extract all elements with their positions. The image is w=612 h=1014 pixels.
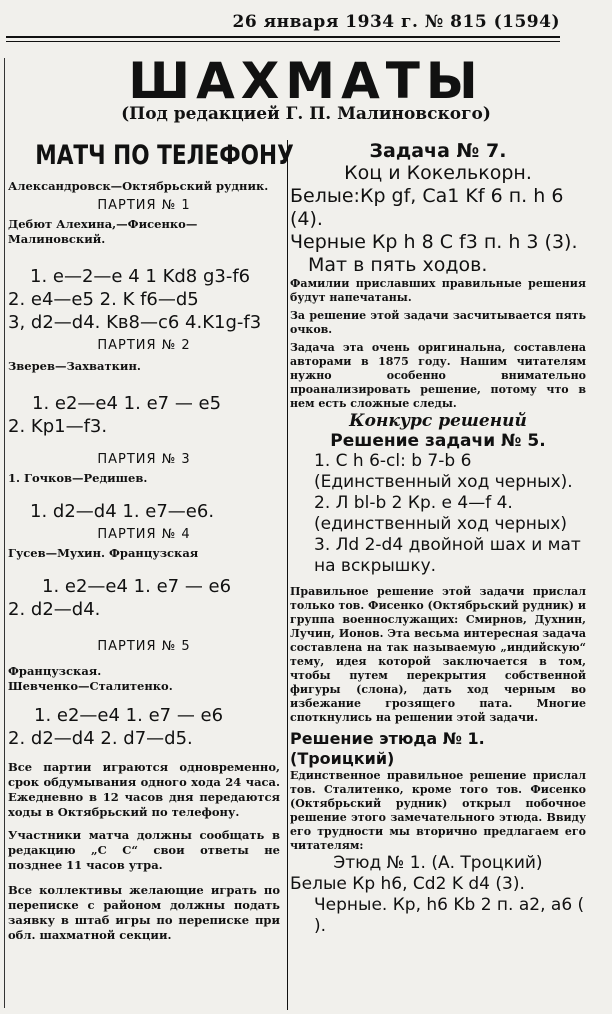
game4-label: ПАРТИЯ № 4	[97, 527, 191, 542]
solution-step-2: 2. Л bl-b 2 Кр. e 4—f 4. (единственный ход черных)	[314, 493, 567, 534]
issue-date-line: 26 января 1934 г. № 815 (1594)	[232, 12, 560, 32]
match-note-correspondence: Все коллективы желающие играть по переписке с районом должны подать заявку в штаб игры по переписке при обл. шахматной секции.	[8, 883, 280, 942]
match-heading: МАТЧ ПО ТЕЛЕФОНУ	[35, 140, 294, 171]
game2-desc: Зверев—Захваткин.	[8, 359, 141, 373]
solution-step-3: 3. Лd 2-d4 двойной шах и мат на вскрышку.	[314, 535, 581, 576]
game1-label: ПАРТИЯ № 1	[97, 198, 191, 213]
game3-move-1: 1. d2—d4 1. e7—e6.	[30, 501, 215, 522]
match-intro: Александровск—Октябрьский рудник.	[8, 179, 269, 193]
left-column	[8, 140, 294, 943]
game4-move-1: 1. e2—e4 1. e7 — e6	[42, 576, 232, 597]
contest-heading: Конкурс решений	[349, 411, 527, 431]
game2-label: ПАРТИЯ № 2	[97, 338, 191, 353]
masthead	[0, 0, 612, 44]
game2-move-1: 1. e2—e4 1. e7 — e5	[32, 393, 222, 414]
right-column	[290, 140, 586, 937]
match-note-schedule: Все партии играются одновременно, срок обдумывания одного хода 24 часа. Ежедневно в 12 часов дня передаются ходы в Октябрьский по телефону.	[8, 760, 280, 819]
top-rule-thin	[6, 41, 560, 42]
task-white: Белые:Кр gf, Ca1 Kf 6 п. h 6 (4).	[290, 185, 564, 230]
game5-desc2: Шевченко—Сталитенко.	[8, 679, 173, 693]
game5-move-1: 1. e2—e4 1. e7 — e6	[34, 705, 224, 726]
game1-move-3: 3, d2—d4. Kв8—c6 4.K1g-f3	[8, 312, 262, 333]
task-authors: Коц и Кокелькорн.	[344, 162, 532, 184]
game5-move-2: 2. d2—d4 2. d7—d5.	[8, 728, 193, 749]
game4-desc: Гусев—Мухин. Французская	[8, 546, 199, 560]
left-border-rule	[4, 58, 5, 1008]
game5-label: ПАРТИЯ № 5	[97, 639, 191, 654]
etude-white: Белые Кр h6, Cd2 K d4 (3).	[290, 874, 525, 894]
game1-move-1: 1. e—2—e 4 1 Kd8 g3-f6	[30, 266, 251, 287]
game4-move-2: 2. d2—d4.	[8, 599, 101, 620]
etude-black: Черные. Кр, h6 Kb 2 п. a2, a6 ( ).	[314, 895, 585, 936]
task-black: Черные Кр h 8 C f3 п. h 3 (3).	[290, 231, 578, 253]
solution-commentary: Правильное решение этой задачи прислал только тов. Фисенко (Октябрьский рудник) и группа военнослужащих: Смирнов, Духнин, Лучин, Ионов. Эта весьма интересная задача составлена на так называемую „индийскую“ тему, идея которой заключается в том, чтобы путем перекрытия собственной фигуры (слона), дать ход черным во избежание грозящего пата. Многие споткнулись на решении этой задачи.	[290, 585, 586, 724]
game1-move-2: 2. e4—e5 2. K f6—d5	[8, 289, 199, 310]
game2-move-2: 2. Kp1—f3.	[8, 416, 108, 437]
task-note-names: Фамилии приславших правильные решения будут напечатаны.	[290, 277, 586, 304]
etude-solution-heading: Решение этюда № 1.(Троицкий)	[290, 729, 485, 768]
game5-desc1: Французская.	[8, 664, 102, 678]
game3-label: ПАРТИЯ № 3	[97, 452, 191, 467]
task-note-points: За решение этой задачи засчитывается пять очков.	[290, 309, 586, 336]
etude-commentary: Единственное правильное решение прислал тов. Сталитенко, кроме того тов. Фисенко (Октябрьский рудник) открыл побочное решение этого замечательного этюда. Ввиду его трудности мы вторично предлагаем его читателям:	[290, 769, 586, 852]
task-mate: Мат в пять ходов.	[308, 254, 488, 276]
task-heading: Задача № 7.	[369, 140, 507, 162]
match-note-deadline: Участники матча должны сообщать в редакцию „С С“ свои ответы не позднее 11 часов утра.	[8, 828, 280, 872]
page-title: ШАХМАТЫ	[128, 52, 484, 110]
etude-title: Этюд № 1. (А. Троцкий)	[333, 853, 543, 873]
column-divider	[287, 140, 288, 1010]
game1-desc: Дебют Алехина,—Фисенко—Малиновский.	[8, 217, 198, 246]
top-rule	[6, 36, 560, 38]
page-subtitle: (Под редакцией Г. П. Малиновского)	[121, 104, 491, 124]
game3-desc: 1. Гочков—Редишев.	[8, 471, 148, 485]
solution-heading: Решение задачи № 5.	[330, 431, 546, 451]
task-note-original: Задача эта очень оригинальна, составлена авторами в 1875 году. Нашим читателям нужно особенно внимательно проанализировать решение, потому что в нем есть сложные следы.	[290, 341, 586, 410]
solution-step-1: 1. C h 6-cl: b 7-b 6 (Единственный ход черных).	[314, 451, 573, 492]
